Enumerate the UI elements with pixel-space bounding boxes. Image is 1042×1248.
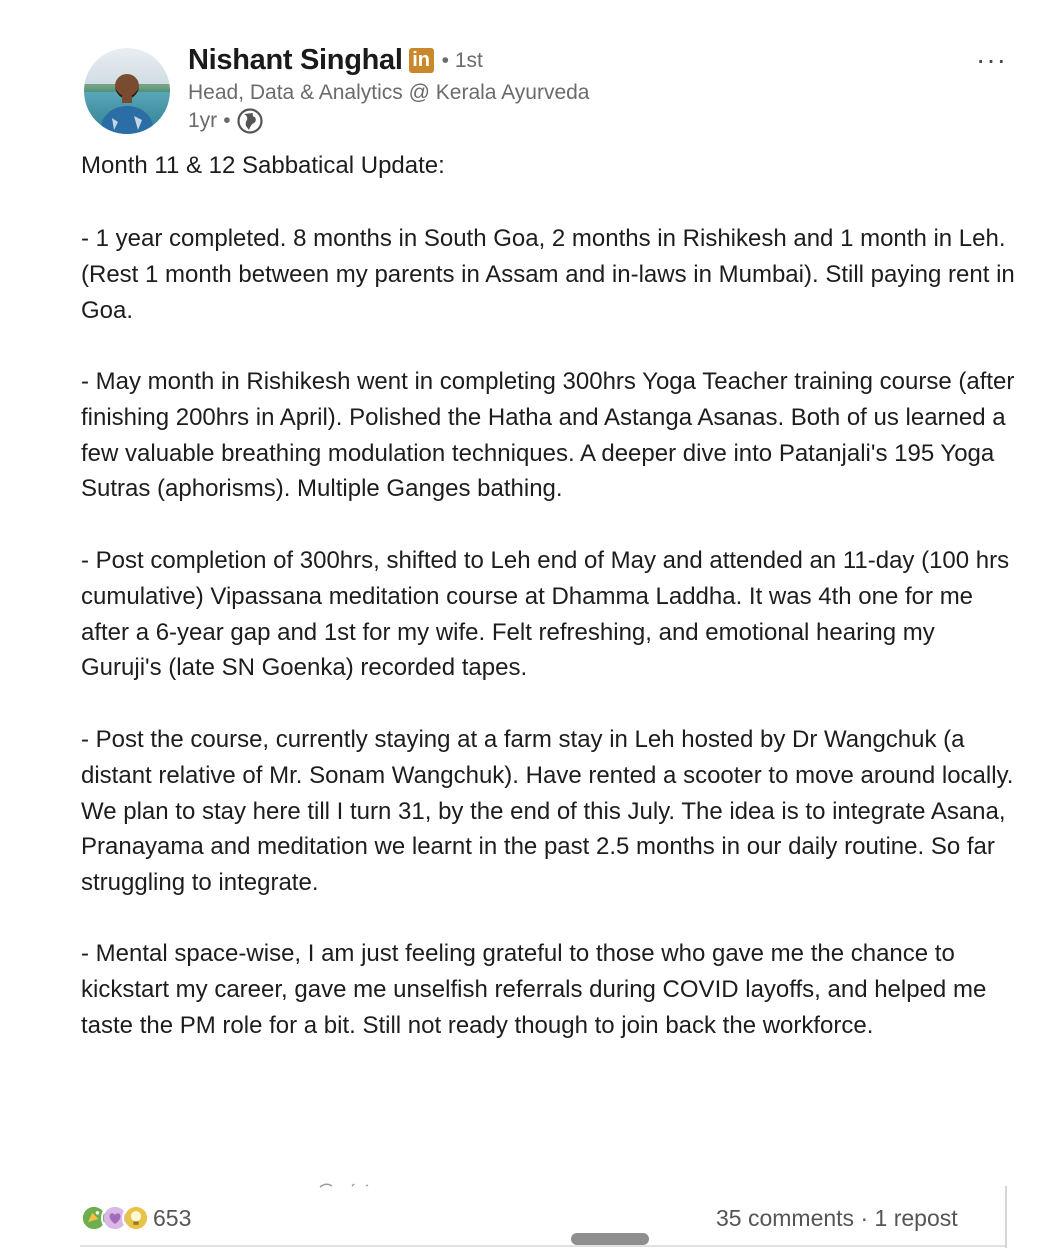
stats-separator: · xyxy=(860,1205,869,1231)
connection-degree: • 1st xyxy=(441,48,483,72)
vertical-scrollbar[interactable] xyxy=(1005,1186,1019,1248)
reactions-summary[interactable] xyxy=(80,1204,191,1232)
post-paragraph: - Post completion of 300hrs, shifted to Leh end of May and attended an 11-day (100 hrs cumulative) Vipassana meditation course at Dhamma Laddha. It was 4th one for me after a 6-year gap and 1st for my wife. Felt refreshing, and emotional hearing my Guruji's (late SN Goenka) recorded tapes. xyxy=(81,547,1010,682)
more-options-icon[interactable]: ··· xyxy=(976,44,1007,75)
avatar[interactable] xyxy=(84,48,170,134)
post-paragraph: - Mental space-wise, I am just feeling grateful to those who gave me the chance to kickstart my career, gave me unselfish referrals during COVID layoffs, and helped me taste the PM role for a bit. Still not ready though to join back the workforce. xyxy=(81,940,987,1039)
post-paragraph: - Post the course, currently staying at a farm stay in Leh hosted by Dr Wangchuk (a distant relative of Mr. Sonam Wangchuk). Have rented a scooter to move around locally. We plan to stay here till I turn 31, by the end of this July. The idea is to integrate Asana, Pranayama and meditation we learnt in the past 2.5 months in our daily routine. So far struggling to integrate. xyxy=(81,726,1014,897)
reposts-link[interactable]: 1 repost xyxy=(874,1205,958,1231)
reaction-icons xyxy=(80,1204,150,1232)
meta-separator: • xyxy=(223,109,231,132)
author-headline: Head, Data & Analytics @ Kerala Ayurveda xyxy=(188,81,590,104)
post-meta xyxy=(188,108,263,134)
author-name[interactable]: Nishant Singhal xyxy=(188,44,403,76)
post-paragraph: - 1 year completed. 8 months in South Goa, 2 months in Rishikesh and 1 month in Leh. (Rest 1 month between my parents in Assam and in-laws in Mumbai). Still paying rent in Goa. xyxy=(81,225,1015,324)
post-time: 1yr xyxy=(188,109,218,132)
post-paragraph: - May month in Rishikesh went in completing 300hrs Yoga Teacher training course (after finishing 200hrs in April). Polished the Hatha and Astanga Asanas. Both of us learned a few valuable breathing modulation techniques. A deeper dive into Patanjali's 195 Yoga Sutras (aphorisms). Multiple Ganges bathing. xyxy=(81,368,1015,503)
post-title: Month 11 & 12 Sabbatical Update: xyxy=(81,152,445,179)
horizontal-scrollbar-thumb[interactable] xyxy=(571,1233,649,1245)
insightful-icon xyxy=(122,1204,150,1232)
social-stats xyxy=(716,1205,958,1232)
author-name-row xyxy=(188,44,483,77)
reaction-count: 653 xyxy=(153,1204,192,1231)
globe-icon xyxy=(237,108,263,134)
avatar-photo xyxy=(84,48,170,134)
linkedin-premium-icon: in xyxy=(409,48,434,73)
divider xyxy=(80,1245,1005,1247)
comments-link[interactable]: 35 comments xyxy=(716,1205,855,1231)
see-more-fragment xyxy=(318,1182,372,1188)
